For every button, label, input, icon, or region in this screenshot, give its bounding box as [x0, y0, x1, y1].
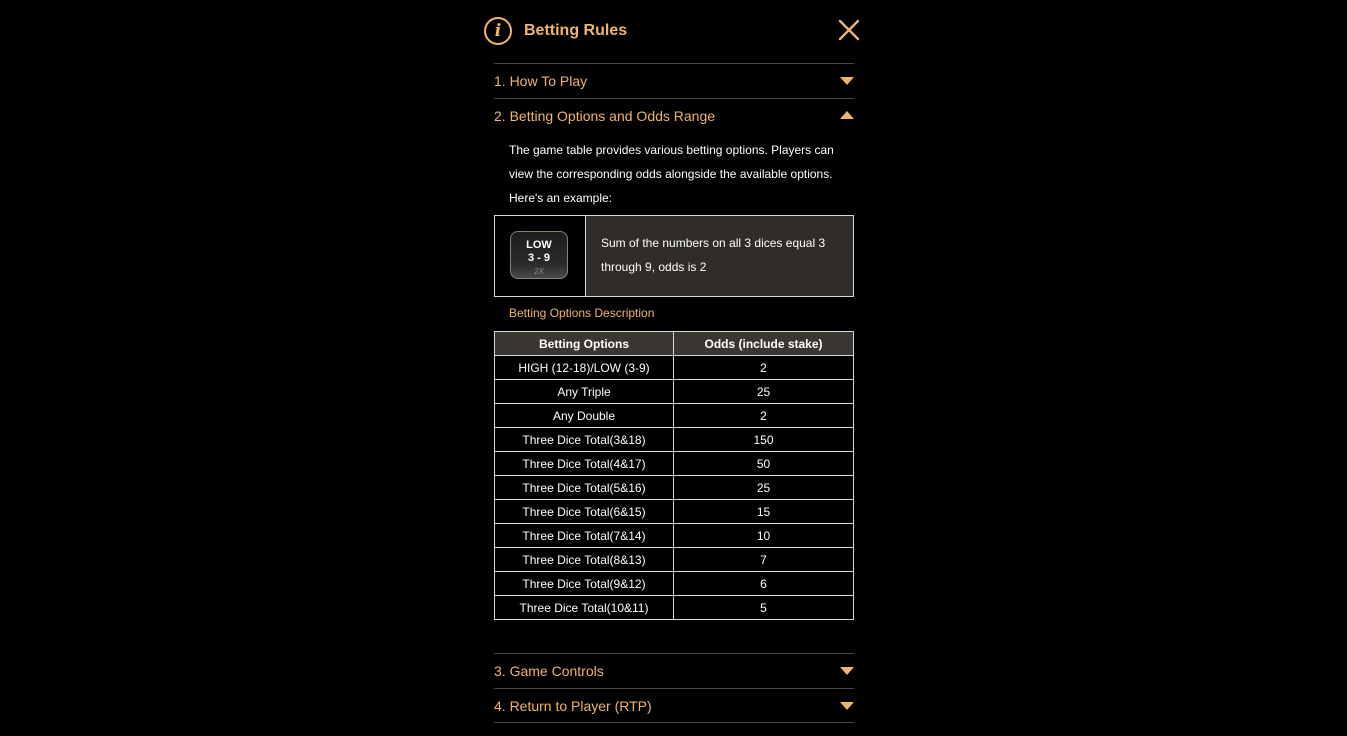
section-betting-options[interactable] [494, 98, 854, 133]
section-rtp[interactable] [494, 688, 854, 723]
table-row [495, 380, 854, 404]
table-row [495, 548, 854, 572]
low-bet-chip [510, 231, 568, 279]
table-row [495, 452, 854, 476]
table-row [495, 572, 854, 596]
chevron-up-icon[interactable] [840, 111, 854, 119]
column-header: Betting Options [495, 332, 674, 356]
odds-cell: 50 [674, 452, 854, 476]
odds-cell: 25 [674, 380, 854, 404]
odds-cell: 150 [674, 428, 854, 452]
chip-odds: 2X [534, 267, 544, 276]
table-row [495, 356, 854, 380]
chevron-down-icon[interactable] [840, 77, 854, 85]
chevron-down-icon[interactable] [840, 702, 854, 710]
info-icon: i [484, 17, 512, 45]
table-caption: Betting Options Description [509, 306, 655, 320]
table-row [495, 404, 854, 428]
example-chip-cell [495, 216, 586, 296]
close-button[interactable] [837, 18, 861, 42]
option-cell: HIGH (12-18)/LOW (3-9) [495, 356, 674, 380]
option-cell: Three Dice Total(7&14) [495, 524, 674, 548]
odds-cell: 6 [674, 572, 854, 596]
odds-cell: 15 [674, 500, 854, 524]
panel-header [484, 17, 864, 49]
column-header: Odds (include stake) [674, 332, 854, 356]
odds-cell: 7 [674, 548, 854, 572]
option-cell: Three Dice Total(9&12) [495, 572, 674, 596]
betting-rules-panel [494, 0, 854, 736]
section-label: 4. Return to Player (RTP) [494, 698, 652, 714]
option-cell: Three Dice Total(3&18) [495, 428, 674, 452]
table-row [495, 500, 854, 524]
chevron-down-icon[interactable] [840, 667, 854, 675]
table-row [495, 428, 854, 452]
example-description: Sum of the numbers on all 3 dices equal 3 through 9, odds is 2 [586, 216, 853, 296]
option-cell: Three Dice Total(8&13) [495, 548, 674, 572]
divider [494, 722, 854, 723]
odds-cell: 5 [674, 596, 854, 620]
chip-range: 3 - 9 [527, 252, 550, 264]
odds-cell: 2 [674, 404, 854, 428]
table-header-row [495, 332, 854, 356]
option-cell: Any Triple [495, 380, 674, 404]
odds-table [494, 331, 854, 620]
table-row [495, 524, 854, 548]
chip-label: LOW [526, 239, 552, 251]
odds-cell: 25 [674, 476, 854, 500]
section-label: 2. Betting Options and Odds Range [494, 108, 716, 124]
panel-title: Betting Rules [524, 22, 628, 39]
option-cell: Three Dice Total(6&15) [495, 500, 674, 524]
odds-cell: 2 [674, 356, 854, 380]
section-label: 3. Game Controls [494, 663, 604, 679]
section-label: 1. How To Play [494, 73, 588, 89]
option-cell: Three Dice Total(10&11) [495, 596, 674, 620]
betting-options-intro: The game table provides various betting options. Players can view the corresponding odds alongside the available options. Here's an example: [509, 143, 834, 205]
odds-cell: 10 [674, 524, 854, 548]
option-cell: Any Double [495, 404, 674, 428]
example-box [494, 215, 854, 297]
section-game-controls[interactable] [494, 653, 854, 688]
close-icon[interactable] [837, 18, 861, 42]
option-cell: Three Dice Total(5&16) [495, 476, 674, 500]
table-row [495, 596, 854, 620]
table-row [495, 476, 854, 500]
section-how-to-play[interactable] [494, 63, 854, 98]
option-cell: Three Dice Total(4&17) [495, 452, 674, 476]
